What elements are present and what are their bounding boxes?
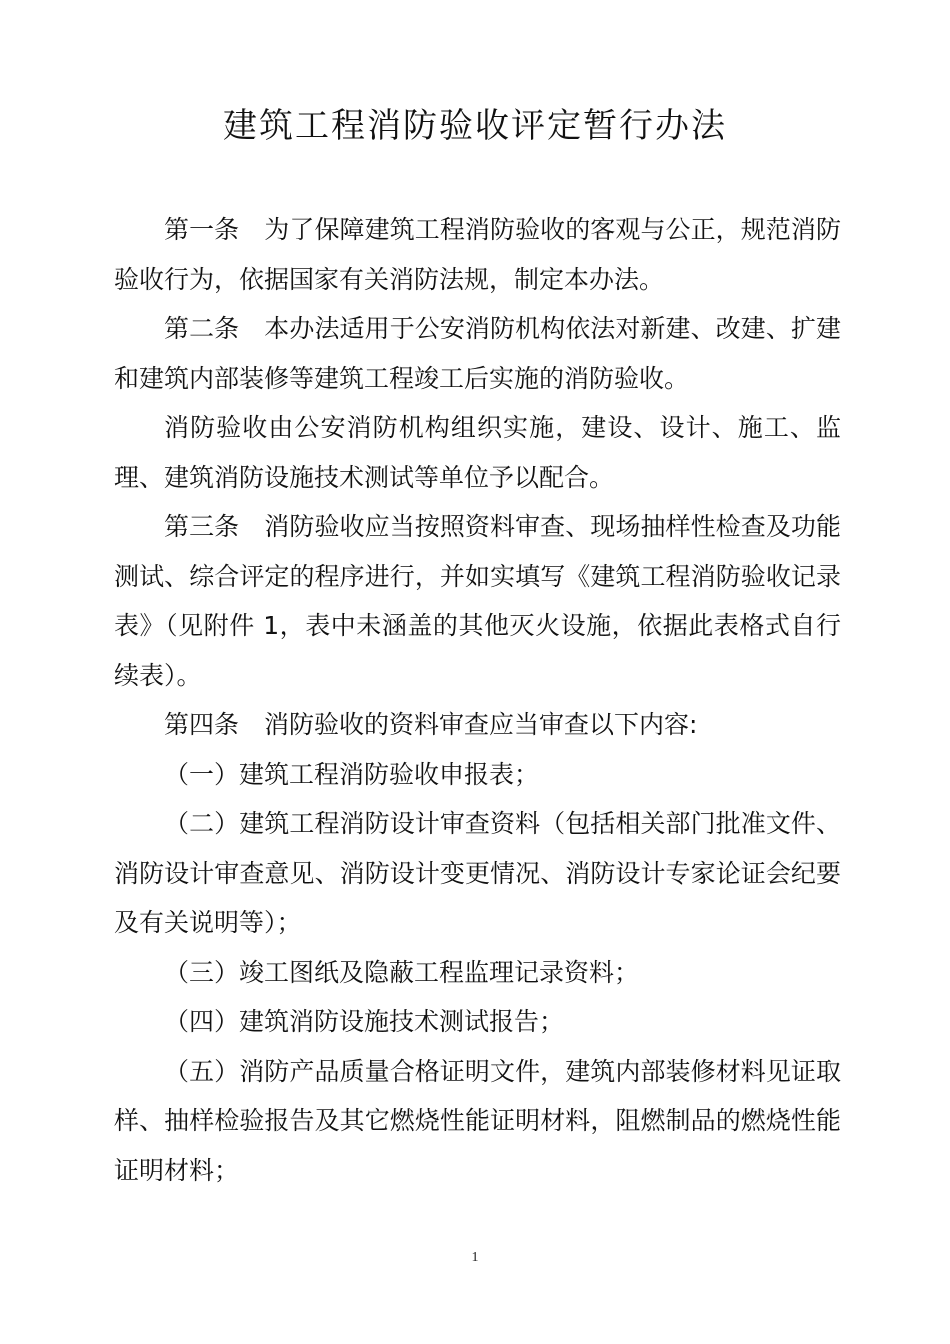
list-item-3: （三）竣工图纸及隐蔽工程监理记录资料； — [164, 957, 640, 987]
article-1-paragraph: 第一条 为了保障建筑工程消防验收的客观与公正，规范消防验收行为，依据国家有关消防法规，制定本办法。 — [114, 215, 841, 294]
article-2-paragraph-continued: 消防验收由公安消防机构组织实施，建设、设计、施工、监理、建筑消防设施技术测试等单位予以配合。 — [114, 413, 841, 492]
document-body — [114, 205, 841, 1195]
list-item-4: （四）建筑消防设施技术测试报告； — [164, 1007, 565, 1036]
article-3-paragraph: 第三条 消防验收应当按照资料审查、现场抽样性检查及功能测试、综合评定的程序进行，并如实填写《建筑工程消防验收记录表》（见附件 1，表中未涵盖的其他灭火设施，依据此表格式自行续表）。 — [114, 512, 841, 690]
article-4-paragraph: 第四条 消防验收的资料审查应当审查以下内容: — [164, 710, 698, 739]
list-item-2: （二）建筑工程消防设计审查资料（包括相关部门批准文件、消防设计审查意见、消防设计变更情况、消防设计专家论证会纪要及有关说明等）； — [114, 809, 841, 937]
document-title: 建筑工程消防验收评定暂行办法 — [223, 106, 727, 146]
article-2-paragraph: 第二条 本办法适用于公安消防机构依法对新建、改建、扩建和建筑内部装修等建筑工程竣工后实施的消防验收。 — [114, 314, 841, 393]
list-item-1: （一）建筑工程消防验收申报表； — [164, 759, 540, 789]
list-item-5: （五）消防产品质量合格证明文件，建筑内部装修材料见证取样、抽样检验报告及其它燃烧性能证明材料，阻燃制品的燃烧性能证明材料； — [114, 1056, 841, 1185]
page-number: 1 — [471, 1250, 479, 1265]
